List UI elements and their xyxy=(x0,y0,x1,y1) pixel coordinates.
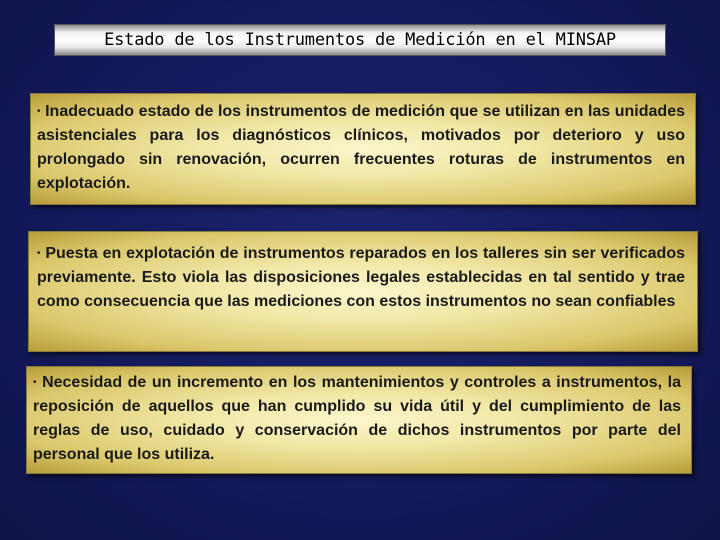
item-text: Puesta en explotación de instrumentos reparados en los talleres sin ser verificados previamente. Esto viola las disposiciones legales establecidas en tal sentido y trae como consecuencia que las mediciones con estos instrumentos no sean confiables xyxy=(37,245,686,310)
item-paragraph xyxy=(37,242,685,314)
bullet-icon: • xyxy=(37,106,41,117)
item-paragraph xyxy=(33,371,681,467)
item-text: Necesidad de un incremento en los mantenimientos y controles a instrumentos, la reposición de aquellos que han cumplido su vida útil y del cumplimiento de las reglas de uso, cuidado y conservación de dichos instrumentos por parte del personal que los utiliza. xyxy=(33,374,681,463)
bullet-icon: • xyxy=(33,377,37,388)
bullet-icon: • xyxy=(37,248,41,259)
item-paragraph xyxy=(37,100,685,196)
slide-title: Estado de los Instrumentos de Medición en el MINSAP xyxy=(104,30,616,50)
item-text: Inadecuado estado de los instrumentos de medición que se utilizan en las unidades asistenciales para los diagnósticos clínicos, motivados por deterioro y uso prolongado sin renovación, ocurren frecuentes roturas de instrumentos en explotación. xyxy=(37,103,685,192)
text-box-2 xyxy=(28,231,698,352)
text-box-3 xyxy=(26,366,692,474)
title-bar xyxy=(54,24,666,56)
text-box-1 xyxy=(30,93,696,205)
